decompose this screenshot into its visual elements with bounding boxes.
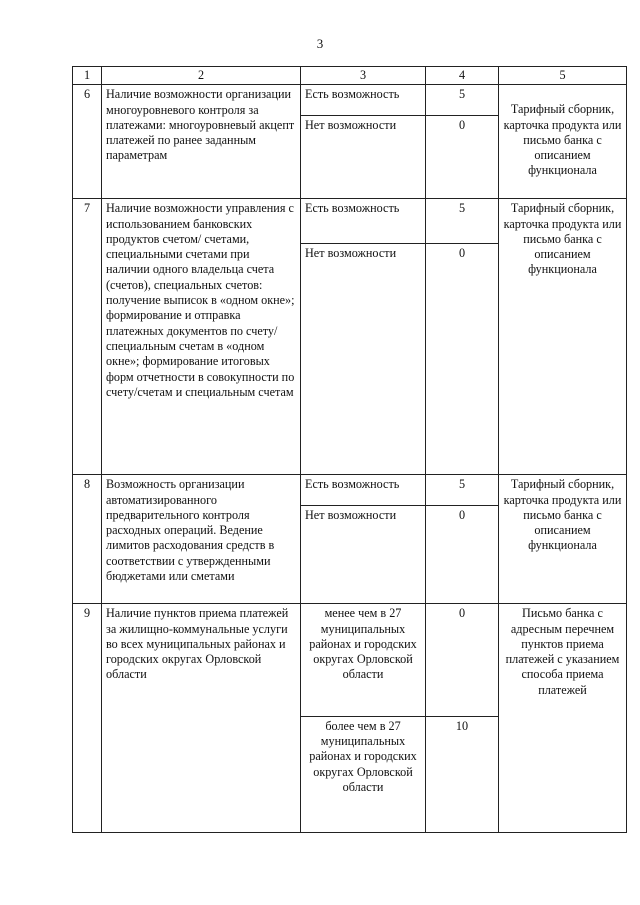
option-score: 5 [426, 475, 499, 505]
option-label: Есть возможность [301, 199, 426, 243]
option-label: более чем в 27 муниципальных районах и городских округах Орловской области [309, 718, 417, 794]
header-col-5: 5 [499, 67, 627, 85]
table-row [73, 604, 627, 833]
table-row [73, 85, 627, 199]
options-subtable [301, 604, 498, 832]
header-col-3: 3 [301, 67, 426, 85]
criteria-table [72, 66, 627, 833]
options-subtable [301, 199, 498, 474]
option-score: 0 [426, 505, 499, 603]
header-col-4: 4 [426, 67, 499, 85]
criterion-cell: Наличие пунктов приема платежей за жилищно-коммунальные услуги во всех муниципальных районах и городских округах Орловской области [102, 604, 301, 833]
option-label: Нет возможности [305, 117, 397, 132]
row-number: 6 [73, 85, 102, 199]
header-col-1: 1 [73, 67, 102, 85]
option-label: Нет возможности [305, 507, 397, 522]
option-score: 10 [426, 716, 499, 832]
confirmation-text: Тарифный сборник, карточка продукта или письмо банка с описанием функционала [503, 102, 622, 178]
confirmation-cell: Тарифный сборник, карточка продукта или письмо банка с описанием функционала [499, 199, 627, 475]
option-label: Есть возможность [301, 85, 426, 115]
option-score: 5 [426, 85, 499, 115]
criterion-cell: Наличие возможности организации многоуровневого контроля за платежами: многоуровневый акцепт платежей по ранее заданным параметрам [102, 85, 301, 199]
row-number: 8 [73, 475, 102, 604]
table-row [73, 199, 627, 475]
option-score: 5 [426, 199, 499, 243]
options-subtable [301, 475, 498, 603]
criterion-cell: Наличие возможности управления с использованием банковских продуктов счетом/ счетами, специальными счетами при наличии одного владельца счета (счетов), специальных счетов: получение выписок в «одном окне»; формирование и отправка платежных документов по счету/специальным счетам в «одном окне»; формирование итоговых форм отчетности в совокупности по счету/счетам и специальным счетам [102, 199, 301, 475]
confirmation-cell [499, 85, 627, 199]
criterion-cell: Возможность организации автоматизированного предварительного контроля расходных операций. Ведение лимитов расходования средств в соответствии с утвержденными бюджетами или сметами [102, 475, 301, 604]
page-number: 3 [316, 36, 324, 51]
confirmation-cell: Письмо банка с адресным перечнем пунктов приема платежей с указанием способа приема платежей [499, 604, 627, 833]
option-score: 0 [426, 243, 499, 474]
table-row [73, 475, 627, 604]
option-label: Есть возможность [301, 475, 426, 505]
table-header-row [73, 67, 627, 85]
option-label: Нет возможности [305, 245, 397, 260]
row-number: 7 [73, 199, 102, 475]
option-score: 0 [426, 115, 499, 198]
option-score: 0 [426, 604, 499, 716]
option-label: менее чем в 27 муниципальных районах и городских округах Орловской области [301, 604, 426, 716]
confirmation-cell: Тарифный сборник, карточка продукта или письмо банка с описанием функционала [499, 475, 627, 604]
options-subtable [301, 85, 498, 198]
row-number: 9 [73, 604, 102, 833]
header-col-2: 2 [102, 67, 301, 85]
